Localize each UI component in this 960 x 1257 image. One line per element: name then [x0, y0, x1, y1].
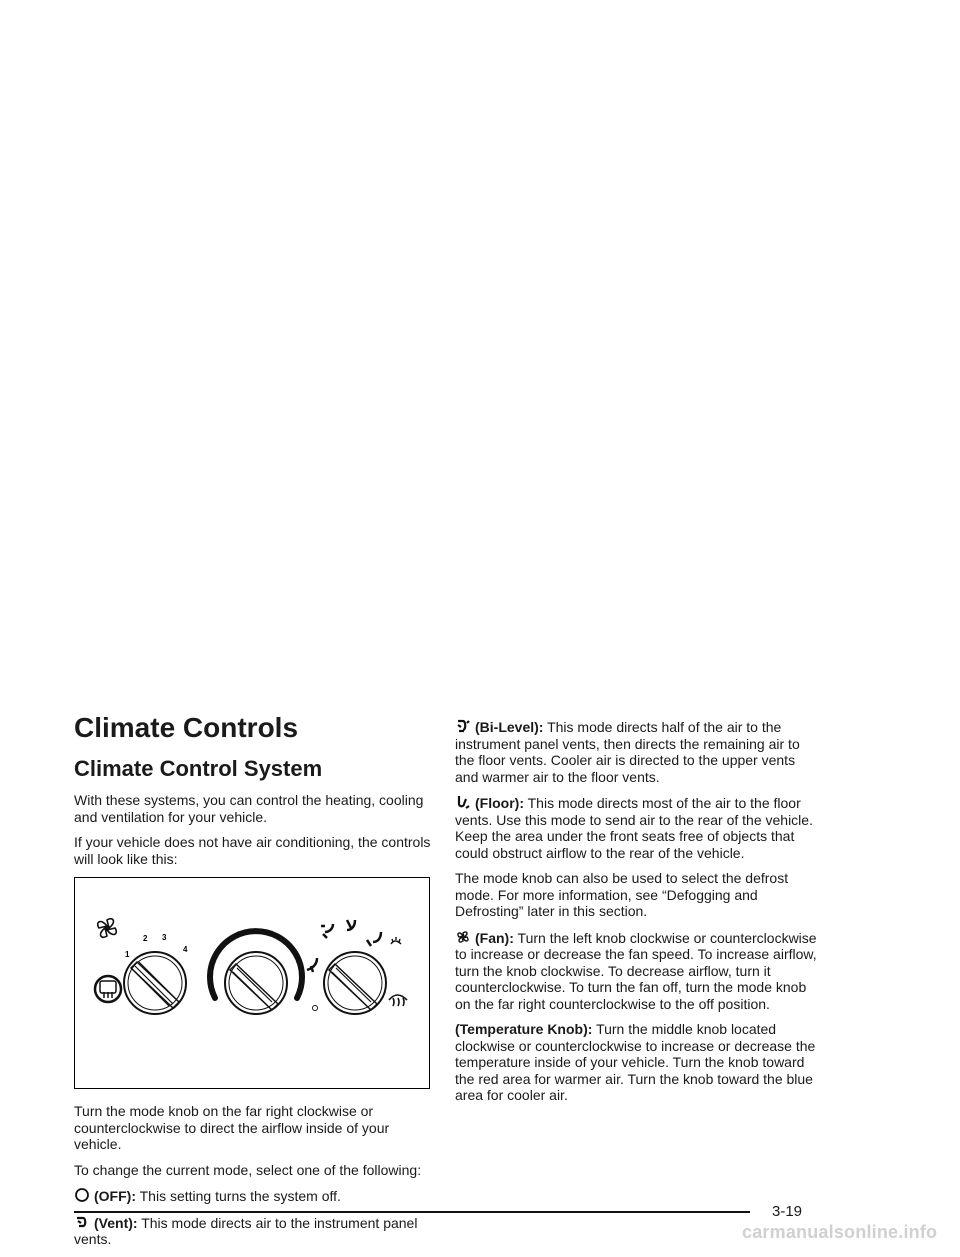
rear-defrost-icon — [95, 976, 121, 1002]
temperature-knob[interactable] — [210, 931, 302, 1014]
right-column — [455, 718, 820, 1113]
bilevel-icon — [455, 718, 471, 734]
fan-text: Turn the left knob clockwise or counterclockwise to increase or decrease the fan speed. To increase airflow, turn the knob clockwise. To decrease airflow, turn it counterclockwise. To turn the fan off, turn the mode knob on the far right counterclockwise to the off position. — [455, 929, 817, 1012]
mode-knob[interactable] — [324, 952, 386, 1014]
bilevel-mode-item — [455, 718, 820, 785]
off-mode-label: (OFF): — [94, 1188, 136, 1204]
intro-paragraph: With these systems, you can control the heating, cooling and ventilation for your vehicle. — [74, 792, 424, 825]
section-title: Climate Controls — [74, 712, 299, 743]
temperature-item — [455, 1021, 820, 1104]
floor-mode-label: (Floor): — [475, 795, 524, 811]
bilevel-mode-icon — [321, 924, 333, 938]
climate-control-panel-figure — [74, 877, 430, 1089]
floor-defrost-icon — [391, 937, 401, 944]
left-column — [74, 712, 434, 1257]
control-panel-illustration — [75, 878, 429, 1088]
footer-rule — [74, 1211, 750, 1213]
floor-icon — [455, 794, 471, 810]
vent-icon — [74, 1214, 90, 1230]
vent-mode-label: (Vent): — [94, 1214, 138, 1231]
defrost-mode-icon — [389, 995, 407, 1006]
fan-icon — [98, 919, 117, 938]
temperature-label: (Temperature Knob): — [455, 1021, 593, 1037]
vent-mode-text: This mode directs air to the instrument panel vents. — [74, 1214, 418, 1247]
defrost-paragraph: The mode knob can also be used to select the defrost mode. For more information, see “Defogging and Defrosting” later in this section. — [455, 870, 789, 919]
change-mode-paragraph: To change the current mode, select one of the following: — [74, 1161, 422, 1178]
fan-speed-4: 4 — [183, 945, 188, 954]
off-mode-text: This setting turns the system off. — [139, 1188, 341, 1204]
off-mode-icon — [74, 1187, 90, 1203]
watermark: carmanualsonline.info — [742, 1222, 938, 1242]
fan-speed-3: 3 — [162, 933, 167, 942]
fan-icon — [455, 929, 471, 945]
mode-knob-paragraph: Turn the mode knob on the far right clockwise or counterclockwise to direct the airflow inside of your vehicle. — [74, 1103, 390, 1152]
fan-speed-1: 1 — [125, 950, 130, 959]
page-number: 3-19 — [772, 1203, 803, 1220]
fan-speed-2: 2 — [143, 934, 148, 943]
subsection-title: Climate Control System — [74, 756, 323, 781]
fan-label: (Fan): — [475, 929, 514, 946]
off-mode-item — [74, 1187, 434, 1205]
bilevel-mode-icon-2 — [347, 920, 355, 930]
floor-mode-item — [455, 794, 820, 861]
temperature-text: Turn the middle knob located clockwise or counterclockwise to increase or decrease the temperature inside of your vehicle. Turn the knob toward the red area for warmer air. Turn the knob toward the blue area for cooler air. — [455, 1021, 816, 1103]
vent-mode-item — [74, 1214, 434, 1248]
bilevel-mode-label: (Bi-Level): — [475, 719, 544, 735]
fan-item — [455, 929, 820, 1013]
no-ac-paragraph: If your vehicle does not have air conditioning, the controls will look like this: — [74, 834, 431, 867]
floor-mode-icon — [367, 932, 381, 946]
bilevel-mode-text: This mode directs half of the air to the instrument panel vents, then directs the remaining air to the floor vents. Cooler air is directed to the upper vents and warmer air to the floor vents. — [455, 719, 800, 785]
off-position-dot — [313, 1006, 318, 1011]
vent-mode-icon — [307, 958, 317, 972]
floor-mode-text: This mode directs most of the air to the floor vents. Use this mode to send air to the rear of the vehicle. Keep the area under the front seats free of objects that could obstruct airflow to the rear of the vehicle. — [455, 795, 813, 861]
fan-knob[interactable] — [124, 952, 186, 1014]
